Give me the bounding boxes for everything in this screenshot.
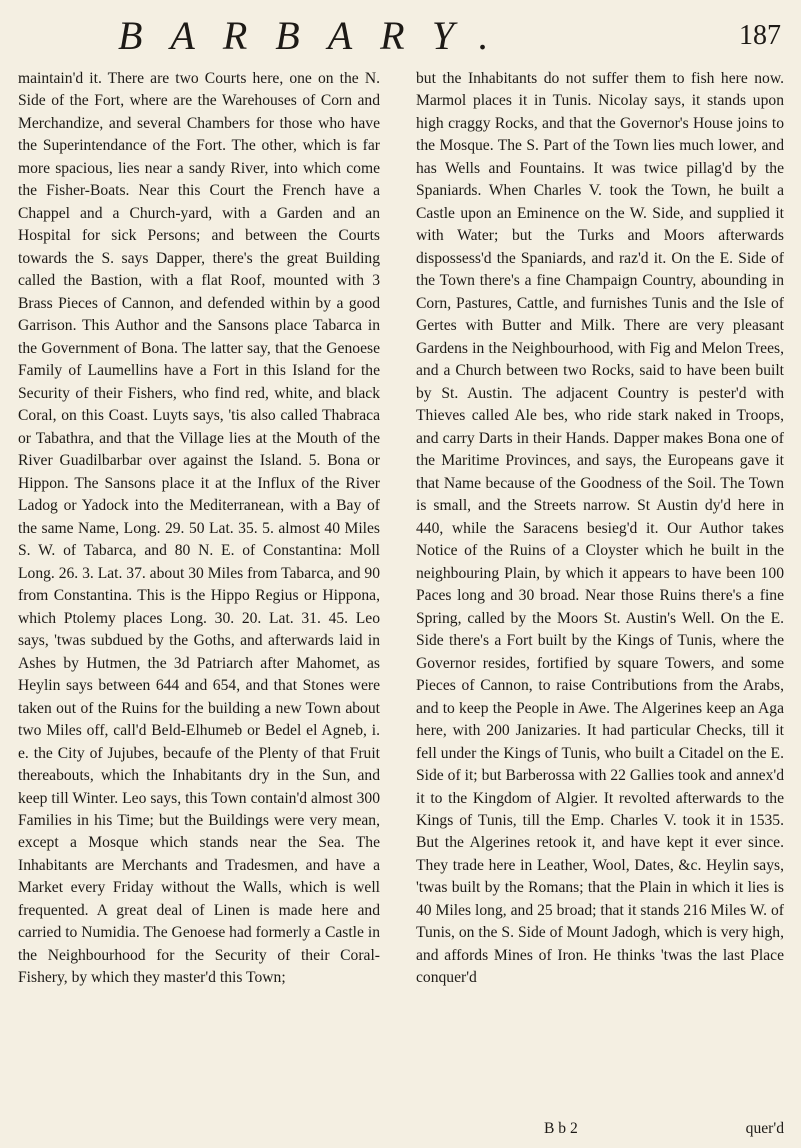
right-column (416, 68, 784, 990)
signature-mark: B b 2 (544, 1120, 578, 1137)
right-column-text: but the Inhabitants do not suffer them to fish here now. Marmol places it in Tunis. Nicolay says, it stands upon high craggy Rocks, and that the Governor's House joins to the Mosque. The S. Part of the Town lies much lower, and has Wells and Fountains. It was twice pillag'd by the Spaniards. When Charles V. took the Town, he built a Castle upon an Eminence on the W. Side, and supplied it with Water; but the Turks and Moors afterwards dispossess'd the Spaniards, and raz'd it. On the E. Side of the Town there's a fine Champaign Country, abounding in Corn, Pastures, Cattle, and furnishes Tunis and the Isle of Gertes with Butter and Milk. There are very pleasant Gardens in the Neighbourhood, with Fig and Melon Trees, and a Church between two Rocks, said to have been built by St. Austin. The adjacent Country is pester'd with Thieves called Ale bes, who ride stark naked in Troops, and carry Darts in their Hands. Dapper makes Bona one of the Maritime Provinces, and says, the Europeans gave it that Name because of the Goodness of the Soil. The Town is small, and the Streets narrow. St Austin dy'd here in 440, while the Saracens besieg'd it. Our Author takes Notice of the Ruins of a Cloyster which he built in the neighbouring Plain, by which it appears to have been 100 Paces long and 30 broad. Near those Ruins there's a fine Spring, called by the Moors St. Austin's Well. On the E. Side there's a Fort built by the Kings of Tunis, where the Governor resides, fortified by square Towers, and some Pieces of Cannon, to raise Contributions from the Arabs, and to keep the People in Awe. The Algerines keep an Aga here, with 200 Janizaries. It had particular Checks, till it fell under the Kings of Tunis, who built a Citadel on the E. Side of it; but Barberossa with 22 Gallies took and annex'd it to the Kingdom of Algier. It revolted afterwards to the Kings of Tunis, till the Emp. Charles V. took it in 1535. But the Algerines retook it, and have kept it ever since. They trade here in Leather, Wool, Dates, &c. Heylin says, 'twas built by the Romans; that the Plain in which it lies is 40 Miles long, and 25 broad; that it stands 216 Miles W. of Tunis, on the S. Side of Mount Jadogh, which is very high, and affords Mines of Iron. He thinks 'twas the last Place conquer'd (416, 70, 784, 987)
page-number: 187 (739, 20, 781, 51)
running-head-title: BARBARY. (118, 13, 517, 58)
catchword: quer'd (745, 1120, 784, 1137)
left-column-text: maintain'd it. There are two Courts here, one on the N. Side of the Fort, where are the Warehouses of Corn and Merchandize, and several Chambers for those who have the Superintendance of the Fort. The other, which is far more spacious, lies near a sandy River, into which come the Fisher-Boats. Near this Court the French have a Chappel and a Church-yard, with a Garden and an Hospital for sick Persons; and between the Courts towards the S. says Dapper, there's the great Building called the Bastion, with a flat Roof, mounted with 3 Brass Pieces of Cannon, and defended within by a good Garrison. This Author and the Sansons place Tabarca in the Government of Bona. The latter say, that the Genoese Family of Laumellins have a Fort in this Island for the Security of their Fishers, who find red, white, and black Coral, on this Coast. Luyts says, 'tis also called Thabraca or Tabathra, and that the Village lies at the Mouth of the River Guadilbarbar over against the Island. 5. Bona or Hippon. The Sansons place it at the Influx of the River Ladog or Yadock into the Mediterranean, with a Bay of the same Name, Long. 29. 50 Lat. 35. 5. almost 40 Miles S. W. of Tabarca, and 80 N. E. of Constantina: Moll Long. 26. 3. Lat. 37. about 30 Miles from Tabarca, and 90 from Constantina. This is the Hippo Regius or Hippona, which Ptolemy places Long. 30. 20. Lat. 31. 45. Leo says, 'twas subdued by the Goths, and afterwards laid in Ashes by Hutmen, the 3d Patriarch after Mahomet, as Heylin says between 644 and 654, and that Stones were taken out of the Ruins for the building a new Town about two Miles off, call'd Beld-Elhumeb or Bedel el Agneb, i. e. the City of Jujubes, becaufe of the Plenty of that Fruit thereabouts, which the Inhabitants dry in the Sun, and keep till Winter. Leo says, this Town contain'd almost 300 Families in his Time; but the Buildings were very mean, except a Mosque which stands near the Sea. The Inhabitants are Merchants and Tradesmen, and have a Market every Friday without the Walls, which is well frequented. A great deal of Linen is made here and carried to Numidia. The Genoese had formerly a Castle in the Neighbourhood for the Security of their Coral-Fishery, by which they master'd this Town; (18, 70, 380, 987)
running-head (60, 8, 787, 58)
left-column (18, 68, 380, 990)
